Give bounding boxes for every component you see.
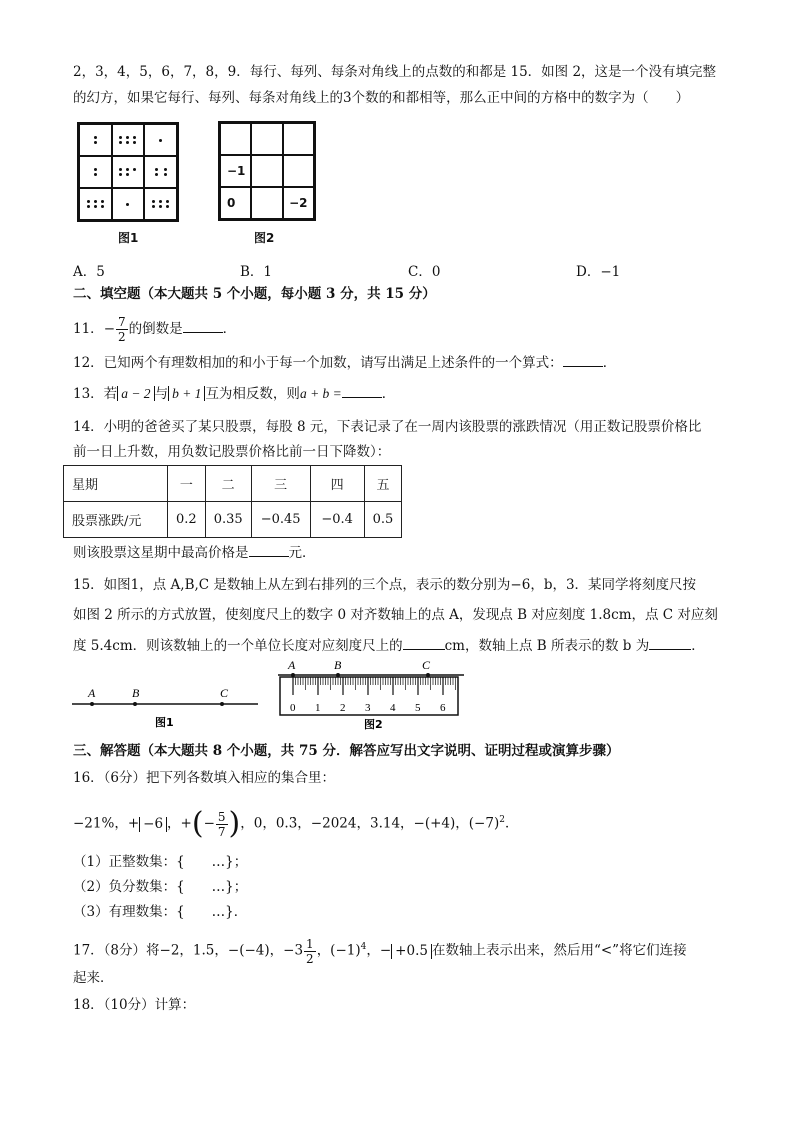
q14-line2: 前一日上升数，用负数记股票价格比前一日下降数）： <box>73 444 391 460</box>
label-a: A <box>88 686 96 700</box>
dot <box>94 205 97 208</box>
table-header-cell: 四 <box>310 466 364 502</box>
dot-group <box>119 168 136 176</box>
label-c: C <box>220 686 229 700</box>
dot <box>94 173 97 176</box>
dot-magic-square-figure <box>77 122 179 222</box>
option-c: C．0 <box>408 264 441 280</box>
q17-mixed-den: 2 <box>306 951 314 966</box>
section2-title: 二、填空题（本大题共 5 个小题，每小题 3 分，共 15 分） <box>73 286 436 302</box>
q17-b: ，(−1) <box>316 942 361 959</box>
dot-group <box>159 139 162 142</box>
dot <box>94 136 97 139</box>
stock-change-table <box>63 465 402 538</box>
table-cell: 0.5 <box>364 502 402 538</box>
q16-n1: −21%，+ <box>73 815 140 832</box>
section3-title: 三、解答题（本大题共 8 个小题，共 75 分．解答应写出文字说明、证明过程或演算步骤） <box>73 743 620 759</box>
q15-line3 <box>73 635 705 656</box>
q16-intro: 16．（6分）把下列各数填入相应的集合里： <box>73 770 336 786</box>
dot <box>126 168 129 171</box>
q17-c: ，− <box>366 942 392 959</box>
dot-group <box>119 136 136 144</box>
ruler-tick-label: 0 <box>290 702 296 714</box>
dot-group <box>155 168 167 176</box>
q10-line2: 的幻方，如果它每行、每列、每条对角线上的3个数的和都相等，那么正中间的方格中的数字为（ ） <box>73 90 690 106</box>
dot-cell <box>79 124 112 156</box>
q14-answer-blank <box>249 542 289 557</box>
q16-abs: −6 <box>139 817 167 832</box>
ruler-tick-label: 1 <box>315 702 321 714</box>
q14-unit: 元． <box>288 545 316 561</box>
q11-sign: − <box>103 321 115 337</box>
fig2-caption: 图2 <box>364 718 383 730</box>
point-c <box>220 702 224 706</box>
q14-line1: 14．小明的爸爸买了某只股票，每股 8 元，下表记录了在一周内该股票的涨跌情况（用正数记股票价格比 <box>73 419 702 435</box>
magic-square-cell <box>251 123 282 155</box>
dot <box>159 200 162 203</box>
option-d: D．−1 <box>576 264 621 280</box>
q17-mixed-num: 1 <box>306 936 314 951</box>
fig1-caption: 图1 <box>155 716 174 729</box>
q11-end: ． <box>222 321 237 337</box>
q18: 18．（10分）计算： <box>73 997 196 1013</box>
magic-square-cell <box>251 155 282 187</box>
q11 <box>73 313 236 345</box>
ruler-tick-label: 4 <box>390 702 396 714</box>
dot <box>94 168 97 171</box>
q16-n2: ，+ <box>167 815 192 832</box>
q15-line3b: cm，数轴上点 B 所表示的数 b 为 <box>444 638 650 654</box>
ruler-tick-label: 5 <box>415 702 421 714</box>
dot <box>119 136 122 139</box>
q15-line2: 如图 2 所示的方式放置，使刻度尺上的数字 0 对齐数轴上的点 A，发现点 B 对应刻度 1.8cm，点 C 对应刻 <box>73 607 718 623</box>
point-b <box>133 702 137 706</box>
ruler-label-b: B <box>334 658 342 672</box>
dot-cell <box>79 188 112 220</box>
q16-frac-sign: − <box>203 815 215 832</box>
fig2-caption: 图2 <box>254 231 275 245</box>
dot <box>133 168 136 171</box>
q13-abs2: b + 1 <box>168 386 205 401</box>
q12-text: 12．已知两个有理数相加的和小于每一个加数，请写出满足上述条件的一个算式： <box>73 355 563 371</box>
ruler-tick-label: 3 <box>365 702 371 714</box>
q10-line1: 2，3，4，5，6，7，8，9．每行、每列、每条对角线上的点数的和都是 15．如图 2，这是一个没有填完整 <box>73 64 717 80</box>
dot-cell <box>144 156 177 188</box>
table-cell: 股票涨跌/元 <box>64 502 168 538</box>
q11-denominator: 2 <box>118 330 126 344</box>
q15-line1: 15．如图1，点 A,B,C 是数轴上从左到右排列的三个点，表示的数分别为−6，b，3．某同学将刻度尺按 <box>73 577 697 593</box>
dot <box>94 141 97 144</box>
dot <box>119 173 122 176</box>
ruler-tick-label: 2 <box>340 702 346 714</box>
ruler-label-c: C <box>422 658 431 672</box>
q13-expr: a + b = <box>299 386 342 401</box>
dot <box>133 141 136 144</box>
q11-numerator: 7 <box>118 315 126 329</box>
dot <box>159 205 162 208</box>
dot-group <box>126 203 129 206</box>
dot-cell <box>144 188 177 220</box>
dot <box>166 200 169 203</box>
q14-after <box>73 542 316 563</box>
q13-answer-blank <box>342 383 382 398</box>
table-header-cell: 一 <box>168 466 206 502</box>
q16-frac-den: 7 <box>217 824 226 839</box>
dot <box>152 200 155 203</box>
table-cell: 0.2 <box>168 502 206 538</box>
dot <box>155 173 158 176</box>
table-header-row <box>64 466 402 502</box>
q17-a: 17．（8分）将−2，1.5，−(−4)，−3 <box>73 942 304 959</box>
table-header-cell: 二 <box>205 466 251 502</box>
ruler-label-a: A <box>288 658 296 672</box>
dot <box>119 141 122 144</box>
point-a <box>90 702 94 706</box>
dot <box>101 200 104 203</box>
dot-cell <box>144 124 177 156</box>
q17-line1 <box>73 930 687 968</box>
q17-line2: 起来． <box>73 970 114 986</box>
fig1-caption: 图1 <box>118 231 139 245</box>
dot-group <box>94 168 97 176</box>
q16-fraction <box>216 810 228 839</box>
q13-num: 13．若 <box>73 386 118 402</box>
q14-after-text: 则该股票这星期中最高价格是 <box>73 545 249 561</box>
q16-n3end: ． <box>504 815 519 832</box>
label-b: B <box>132 686 140 700</box>
table-header-cell: 三 <box>251 466 310 502</box>
dot <box>126 141 129 144</box>
magic-square-cell <box>283 123 314 155</box>
magic-square-cell <box>283 155 314 187</box>
dot-group <box>87 200 104 208</box>
table-header-cell: 五 <box>364 466 402 502</box>
q15-line3c: ． <box>691 638 705 654</box>
dot <box>133 136 136 139</box>
q12 <box>73 352 616 373</box>
q17-abs: +0.5 <box>391 944 432 959</box>
q11-answer-blank <box>183 318 223 333</box>
dot <box>155 168 158 171</box>
dot <box>164 168 167 171</box>
magic-square-cell: 0 <box>220 187 251 219</box>
dot <box>126 173 129 176</box>
dot <box>166 205 169 208</box>
q17-mixed-fraction <box>304 937 316 966</box>
table-row <box>64 502 402 538</box>
dot-cell <box>112 188 145 220</box>
q13-abs1: a − 2 <box>117 386 154 401</box>
q13-mid: 与 <box>154 386 169 402</box>
q13-text: 互为相反数，则 <box>205 386 300 402</box>
q16-frac-num: 5 <box>217 809 226 824</box>
magic-square-cell <box>220 123 251 155</box>
dot-cell <box>112 156 145 188</box>
q11-text: 的倒数是 <box>128 321 183 337</box>
table-header-cell: 星期 <box>64 466 168 502</box>
dot <box>101 205 104 208</box>
q15-answer-blank-2 <box>649 635 691 650</box>
dot-cell <box>112 124 145 156</box>
option-a: A．5 <box>73 264 105 280</box>
magic-square-cell <box>251 187 282 219</box>
dot <box>87 200 90 203</box>
q15-answer-blank-1 <box>403 635 445 650</box>
q12-end: ． <box>602 355 617 371</box>
option-b: B．1 <box>240 264 273 280</box>
q16-set-2: （2）负分数集：{ …}； <box>73 879 248 895</box>
dot <box>94 200 97 203</box>
table-cell: −0.45 <box>251 502 310 538</box>
magic-square-cell: −2 <box>283 187 314 219</box>
q12-answer-blank <box>563 352 603 367</box>
dot-cell <box>79 156 112 188</box>
left-paren: ( <box>191 806 204 841</box>
q16-numbers <box>73 800 518 844</box>
q13 <box>73 383 395 404</box>
q16-n3: ，0，0.3̇，−2024，3.14，−(+4)，(−7) <box>240 815 500 832</box>
ruler-tick-label: 6 <box>440 702 446 714</box>
q16-set-3: （3）有理数集：{ …}． <box>73 904 248 920</box>
magic-square-cell: −1 <box>220 155 251 187</box>
ruler-figure <box>276 658 466 730</box>
dot <box>152 205 155 208</box>
q16-set-1: （1）正整数集：{ …}； <box>73 854 248 870</box>
dot <box>164 173 167 176</box>
table-cell: −0.4 <box>310 502 364 538</box>
q17-exponent: 4 <box>360 942 367 952</box>
q13-end: ． <box>381 386 396 402</box>
number-line-figure <box>70 680 260 730</box>
incomplete-magic-square-figure <box>218 121 316 221</box>
q11-num: 11． <box>73 321 104 337</box>
dot <box>119 168 122 171</box>
dot <box>126 136 129 139</box>
right-paren: ) <box>228 806 241 841</box>
dot <box>159 139 162 142</box>
table-cell: 0.35 <box>205 502 251 538</box>
q17-d: 在数轴上表示出来，然后用“<”将它们连接 <box>431 942 687 959</box>
dot-group <box>152 200 169 208</box>
dot <box>87 205 90 208</box>
dot <box>126 203 129 206</box>
q11-fraction <box>116 315 128 344</box>
q15-line3a: 度 5.4cm．则该数轴上的一个单位长度对应刻度尺上的 <box>73 638 403 654</box>
q16-exponent: 2 <box>499 815 505 825</box>
dot-group <box>94 136 97 144</box>
